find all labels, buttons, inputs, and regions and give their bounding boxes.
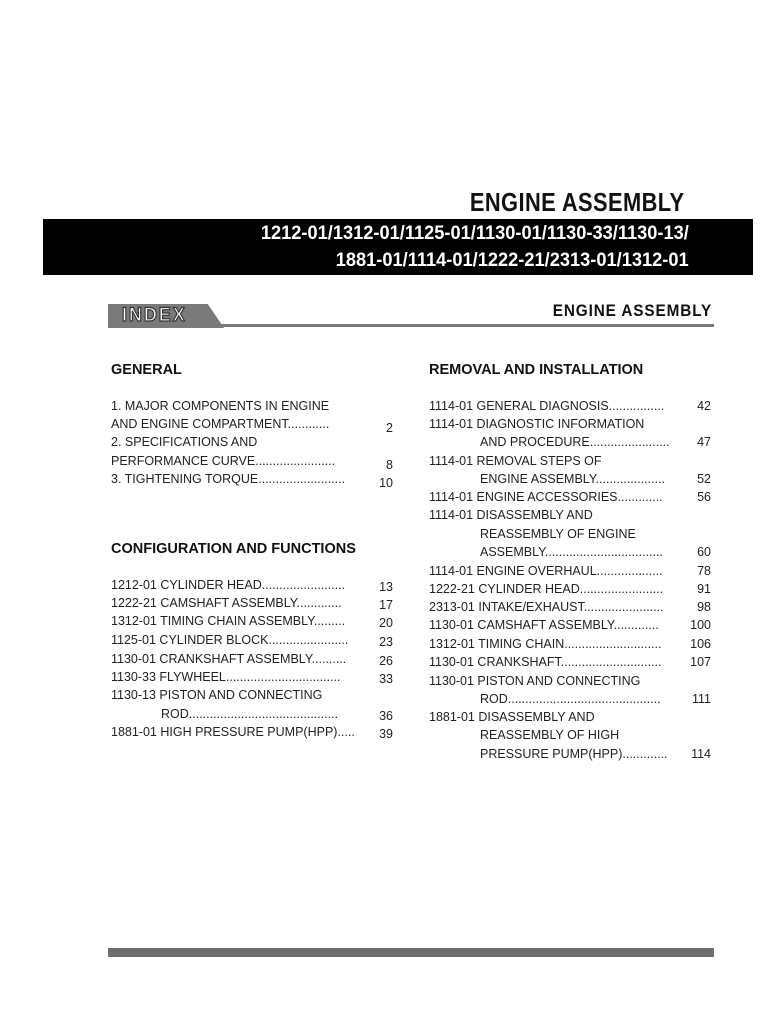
toc-page-number[interactable]: 107 [690, 655, 711, 669]
toc-line[interactable]: 1114-01 REMOVAL STEPS OF [429, 454, 602, 468]
toc-page-number[interactable]: 10 [379, 476, 393, 490]
toc-page-number[interactable]: 23 [379, 635, 393, 649]
toc-line[interactable]: ROD............................................ [480, 692, 661, 706]
toc-page-number[interactable]: 52 [697, 472, 711, 486]
toc-line[interactable]: 2. SPECIFICATIONS AND [111, 435, 258, 449]
toc-line[interactable]: REASSEMBLY OF HIGH [480, 728, 620, 742]
toc-line[interactable]: 1222-21 CAMSHAFT ASSEMBLY............. [111, 596, 342, 610]
toc-page-number[interactable]: 111 [691, 692, 711, 706]
toc-line[interactable]: 1125-01 CYLINDER BLOCK....................... [111, 633, 349, 647]
section-heading-general: GENERAL [111, 362, 182, 378]
toc-line[interactable]: 1212-01 CYLINDER HEAD........................ [111, 578, 346, 592]
toc-page-number[interactable]: 36 [379, 709, 393, 723]
toc-page-number[interactable]: 98 [697, 600, 711, 614]
toc-line[interactable]: 3. TIGHTENING TORQUE......................... [111, 472, 346, 486]
toc-line[interactable]: PERFORMANCE CURVE....................... [111, 454, 336, 468]
toc-line[interactable]: 1114-01 DISASSEMBLY AND [429, 508, 593, 522]
toc-line[interactable]: ENGINE ASSEMBLY.................... [480, 472, 666, 486]
section-codes-line-1: 1212-01/1312-01/1125-01/1130-01/1130-33/1130-13/ [260, 223, 689, 244]
toc-line[interactable]: 1222-21 CYLINDER HEAD........................ [429, 582, 664, 596]
toc-line[interactable]: 1130-13 PISTON AND CONNECTING [111, 688, 323, 702]
toc-page-number[interactable]: 8 [386, 458, 393, 472]
toc-page-number[interactable]: 33 [379, 672, 393, 686]
toc-page-number[interactable]: 13 [379, 580, 393, 594]
footer-rule [108, 948, 714, 957]
index-label: INDEX [122, 305, 187, 326]
section-code-band [43, 219, 753, 275]
toc-page-number[interactable]: 106 [690, 637, 711, 651]
toc-line[interactable]: 1130-33 FLYWHEEL................................. [111, 670, 341, 684]
toc-line[interactable]: REASSEMBLY OF ENGINE [480, 527, 636, 541]
toc-page-number[interactable]: 17 [379, 598, 393, 612]
toc-line[interactable]: 1114-01 GENERAL DIAGNOSIS................ [429, 399, 665, 413]
toc-line[interactable]: PRESSURE PUMP(HPP)............. [480, 747, 668, 761]
toc-page-number[interactable]: 56 [697, 490, 711, 504]
toc-page-number[interactable]: 42 [697, 399, 711, 413]
toc-line[interactable]: 1130-01 CRANKSHAFT............................. [429, 655, 662, 669]
document-title: ENGINE ASSEMBLY [470, 187, 685, 217]
toc-page-number[interactable]: 100 [690, 618, 711, 632]
index-title: ENGINE ASSEMBLY [552, 301, 712, 320]
toc-line[interactable]: 1114-01 DIAGNOSTIC INFORMATION [429, 417, 645, 431]
toc-page-number[interactable]: 78 [697, 564, 711, 578]
toc-line[interactable]: 2313-01 INTAKE/EXHAUST....................... [429, 600, 664, 614]
toc-line[interactable]: 1130-01 CAMSHAFT ASSEMBLY............. [429, 618, 659, 632]
toc-line[interactable]: 1130-01 PISTON AND CONNECTING [429, 674, 641, 688]
section-heading-configuration: CONFIGURATION AND FUNCTIONS [111, 541, 356, 557]
toc-line[interactable]: AND ENGINE COMPARTMENT............ [111, 417, 330, 431]
toc-line[interactable]: AND PROCEDURE....................... [480, 435, 670, 449]
toc-page-number[interactable]: 20 [379, 616, 393, 630]
toc-line[interactable]: 1881-01 DISASSEMBLY AND [429, 710, 595, 724]
index-bar [108, 301, 714, 328]
toc-page-number[interactable]: 26 [379, 654, 393, 668]
toc-line[interactable]: 1312-01 TIMING CHAIN ASSEMBLY......... [111, 614, 346, 628]
toc-page-number[interactable]: 47 [697, 435, 711, 449]
toc-line[interactable]: 1312-01 TIMING CHAIN............................ [429, 637, 662, 651]
toc-page-number[interactable]: 2 [386, 421, 393, 435]
toc-line[interactable]: 1114-01 ENGINE ACCESSORIES............. [429, 490, 663, 504]
toc-line[interactable]: 1130-01 CRANKSHAFT ASSEMBLY.......... [111, 652, 347, 666]
toc-line[interactable]: ASSEMBLY.................................. [480, 545, 663, 559]
toc-page-number[interactable]: 39 [379, 727, 393, 741]
section-heading-removal: REMOVAL AND INSTALLATION [429, 362, 644, 378]
toc-line[interactable]: 1. MAJOR COMPONENTS IN ENGINE [111, 399, 330, 413]
toc-line[interactable]: 1114-01 ENGINE OVERHAUL................... [429, 564, 663, 578]
toc-page-number[interactable]: 91 [697, 582, 711, 596]
toc-line[interactable]: 1881-01 HIGH PRESSURE PUMP(HPP)..... [111, 725, 355, 739]
toc-page-number[interactable]: 60 [697, 545, 711, 559]
section-codes-line-2: 1881-01/1114-01/1222-21/2313-01/1312-01 [336, 250, 689, 271]
toc-line[interactable]: ROD........................................... [161, 707, 339, 721]
index-rule [218, 324, 714, 327]
toc-page-number[interactable]: 114 [691, 747, 711, 761]
